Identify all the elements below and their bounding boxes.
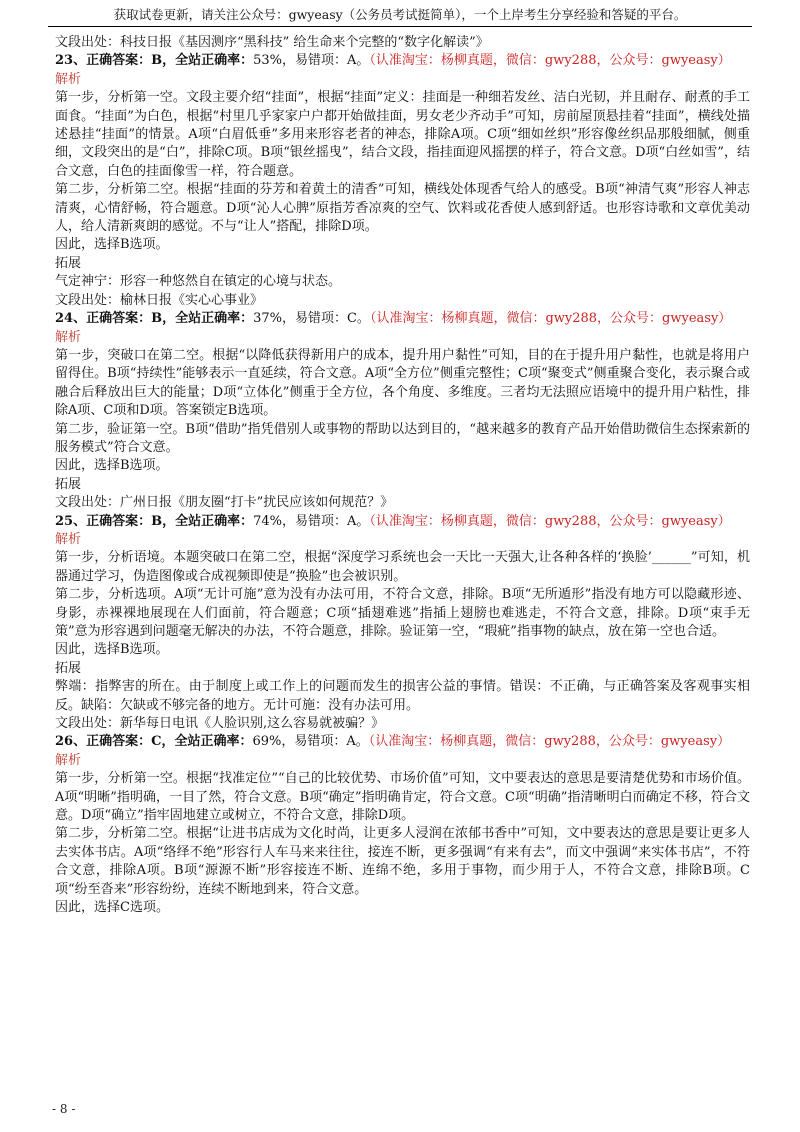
analysis-conclusion: 因此，选择B选项。 bbox=[55, 458, 169, 474]
question-block bbox=[55, 310, 750, 512]
answer-rate: 74%，易错项：A。 bbox=[253, 513, 370, 529]
source-line: 文段出处：广州日报《朋友圈“打卡”扰民应该如何规范？》 bbox=[55, 495, 394, 511]
answer-rate: 69%，易错项：A。 bbox=[252, 734, 369, 750]
source-line: 文段出处：科技日报《基因测序“黑科技” 给生命来个完整的“数字化解读”》 bbox=[55, 35, 489, 50]
analysis-heading: 解析 bbox=[55, 531, 82, 547]
extension-heading: 拓展 bbox=[55, 476, 82, 492]
page-number: - 8 - bbox=[52, 1102, 76, 1116]
question-block bbox=[55, 52, 750, 310]
answer-rate: 37%，易错项：C。 bbox=[253, 311, 370, 327]
analysis-paragraph: 第二步，验证第一空。B项“借助”指凭借别人或事物的帮助以达到目的，“越来越多的教育产品开始借助微信生态探索新的服务模式”符合文意。 bbox=[55, 421, 750, 455]
analysis-paragraph: 第一步，分析语境。本题突破口在第二空，根据“深度学习系统也会一天比一天强大,让各种各样的‘换脸’______”可知，机器通过学习，伪造图像或合成视频即使是“换脸”也会被识别。 bbox=[55, 550, 750, 584]
analysis-paragraph: 第一步，分析第一空。根据“找准定位”“自己的比较优势、市场价值”可知，文中要表达的意思是要清楚优势和市场价值。A项“明晰”指明确，一目了然，符合文意。B项“确定”指明确肯定，符合文意。C项“明确”指清晰明白而确定不移，符合文意。D项“确立”指牢固地建立或树立，不符合文意，排除D项。 bbox=[55, 771, 750, 824]
question-block bbox=[55, 513, 750, 734]
answer-label: 26、正确答案：C，全站正确率： bbox=[55, 734, 253, 750]
analysis-paragraph: 第二步，分析选项。A项“无计可施”意为没有办法可用，不符合文意，排除。B项“无所遁形”指没有地方可以隐藏形迹、身影，赤裸裸地展现在人们面前，符合题意；C项“插翅难逃”指插上翅膀也难逃走，不符合文意，排除。D项“束手无策”意为形容遇到问题毫无解决的办法，不符合题意，排除。验证第一空，“瑕疵”指事物的缺点，放在第一空也合适。 bbox=[55, 587, 750, 639]
promo-text: （认准淘宝：杨柳真题，微信：gwy288，公众号：gwyeasy） bbox=[369, 311, 732, 327]
analysis-conclusion: 因此，选择B选项。 bbox=[55, 237, 169, 253]
answer-label: 25、正确答案：B，全站正确率： bbox=[55, 513, 254, 529]
promo-text: （认准淘宝：杨柳真题，微信：gwy288，公众号：gwyeasy） bbox=[368, 734, 731, 750]
answer-header bbox=[55, 310, 750, 328]
answer-header bbox=[55, 733, 750, 751]
analysis-conclusion: 因此，选择C选项。 bbox=[55, 900, 169, 916]
extension-heading: 拓展 bbox=[55, 660, 82, 676]
analysis-paragraph: 第二步，分析第二空。根据“让进书店成为文化时尚，让更多人浸润在浓郁书香中”可知，文中要表达的意思是要让更多人去实体书店。A项“络绎不绝”形容行人车马来来往往，接连不断，更多强调“有来有去”，而文中强调“来实体书店”，不符合文意，排除A项。B项“源源不断”形容接连不断、连绵不绝，多用于事物，而少用于人，不符合文意，排除B项。C项“纷至沓来”形容纷纷，连续不断地到来，符合文意。 bbox=[55, 826, 750, 897]
extension-heading: 拓展 bbox=[55, 255, 82, 271]
page-content bbox=[55, 34, 750, 918]
promo-text: （认准淘宝：杨柳真题，微信：gwy288，公众号：gwyeasy） bbox=[369, 513, 731, 529]
analysis-paragraph: 第二步，分析第二空。根据“挂面的芬芳和着黄土的清香”可知，横线处体现香气给人的感受。B项“神清气爽”形容人神志清爽，心情舒畅，符合题意。D项“沁人心脾”原指芳香凉爽的空气、饮料或花香使人感到舒适。也形容诗歌和文章优美动人，给人清新爽朗的感觉。不与“让人”搭配，排除D项。 bbox=[55, 182, 750, 235]
answer-rate: 53%，易错项：A。 bbox=[253, 53, 370, 69]
analysis-conclusion: 因此，选择B选项。 bbox=[55, 642, 169, 658]
analysis-heading: 解析 bbox=[55, 71, 82, 87]
answer-header bbox=[55, 513, 750, 531]
answer-header bbox=[55, 52, 750, 70]
answer-label: 24、正确答案：B，全站正确率： bbox=[55, 311, 254, 327]
analysis-paragraph: 第一步，突破口在第二空。根据“以降低获得新用户的成本，提升用户黏性”可知，目的在于提升用户黏性，也就是将用户留得住。B项“持续性”能够表示一直延续，符合文意。A项“全方位”侧重完整性；C项“聚变式”侧重聚合变化，表示聚合或融合后释放出巨大的能量；D项“立体化”侧重于全方位，各个角度、多维度。三者均无法照应语境中的提升用户粘性，排除A项、C项和D项。答案锁定B选项。 bbox=[55, 347, 750, 419]
answer-label: 23、正确答案：B，全站正确率： bbox=[55, 53, 254, 69]
page-header: 获取试卷更新，请关注公众号：gwyeasy（公务员考试挺简单），一个上岸考生分享经验和答疑的平台。 bbox=[48, 4, 752, 27]
extension-text: 气定神宁：形容一种悠然自在镇定的心境与状态。 bbox=[55, 274, 342, 290]
analysis-paragraph: 第一步，分析第一空。文段主要介绍“挂面”，根据“挂面”定义：挂面是一种细若发丝、洁白光韧，并且耐存、耐煮的手工面食。“挂面”为白色，根据“村里几乎家家户户都开始做挂面，男女老少齐动手”可知，房前屋顶悬挂着“挂面”，横线处描述悬挂“挂面”的情景。A项“白眉低垂”多用来形容老者的神态，排除A项。C项“细如丝织”形容像丝织品那般细腻，侧重细，文段突出的是“白”，排除C项。B项“银丝摇曳”，结合文段，指挂面迎风摇摆的样子，符合文意。D项“白丝如雪”，结合文意，白色的挂面像雪一样，符合题意。 bbox=[55, 90, 750, 179]
analysis-heading: 解析 bbox=[55, 329, 82, 345]
source-line: 文段出处：新华每日电讯《人脸识别,这么容易就被骗？》 bbox=[55, 716, 385, 732]
source-line: 文段出处：榆林日报《实心心事业》 bbox=[55, 292, 264, 308]
extension-text: 弊端：指弊害的所在。由于制度上或工作上的问题而发生的损害公益的事情。错误：不正确，与正确答案及客观事实相反。缺陷：欠缺或不够完备的地方。无计可施：没有办法可用。 bbox=[55, 679, 750, 713]
analysis-heading: 解析 bbox=[55, 752, 82, 768]
question-block bbox=[55, 733, 750, 917]
promo-text: （认准淘宝：杨柳真题，微信：gwy288，公众号：gwyeasy） bbox=[369, 53, 731, 69]
